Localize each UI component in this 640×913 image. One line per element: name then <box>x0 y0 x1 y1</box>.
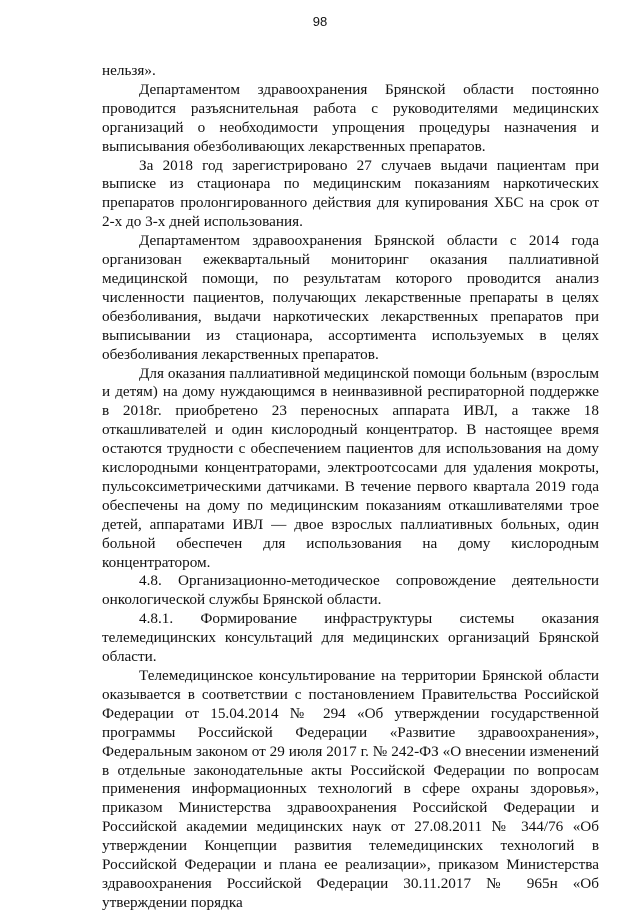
paragraph-equipment: Для оказания паллиативной медицинской помощи больным (взрослым и детям) на дому нуждающимся в неинвазивной респираторной поддержке в 2018г. приобретено 23 переносных аппарата ИВЛ, а также 18 откашливателей и один кислородный концентратор. В настоящее время остаются трудности с обеспечением пациентов для использования на дому кислородными концентраторами, электроотсосами для удаления мокроты, пульсоксиметрическими датчиками. В течение первого квартала 2019 года обеспечены на дому по медицинским показаниям откашливателями трое детей, аппаратами ИВЛ — двое взрослых паллиативных больных, один больной обеспечен для использования на дому кислородным концентратором. <box>102 364 599 571</box>
paragraph-2018-cases: За 2018 год зарегистрировано 27 случаев выдачи пациентам при выписке из стационара по медицинским показаниям наркотических препаратов пролонгированного действия для купирования ХБС на срок от 2-х до 3-х дней использования. <box>102 156 599 231</box>
section-heading-4-8-1: 4.8.1. Формирование инфраструктуры системы оказания телемедицинских консультаций для медицинских организаций Брянской области. <box>102 610 599 666</box>
paragraph-telemedicine: Телемедицинское консультирование на территории Брянской области оказывается в соответствии с постановлением Правительства Российской Федерации от 15.04.2014 № 294 «Об утверждении государственной программы Российской Федерации «Развитие здравоохранения», Федеральным законом от 29 июля 2017 г. № 242-ФЗ «О внесении изменений в отдельные законодательные акты Российской Федерации по вопросам применения информационных технологий в сфере охраны здоровья», приказом Министерства здравоохранения Российской Федерации и Российской академии медицинских наук от 27.08.2011 № 344/76 «Об утверждении Концепции развития телемедицинских технологий в Российской Федерации и плана ее реализации», приказом Министерства здравоохранения Российской Федерации 30.11.2017 № 965н «Об утверждении порядка <box>102 667 599 911</box>
page-number: 98 <box>312 14 328 29</box>
paragraph-monitoring: Департаментом здравоохранения Брянской области с 2014 года организован ежеквартальный мониторинг оказания паллиативной медицинской помощи, по результатам которого проводится анализ численности пациентов, получающих лекарственные препараты в целях обезболивания, выдачи наркотических лекарственных препаратов при выписывании из стационара, ассортимента используемых в целях обезболивания лекарственных препаратов. <box>102 232 599 363</box>
paragraph-continuation: нельзя». <box>102 62 156 79</box>
paragraph-explanatory-work: Департаментом здравоохранения Брянской области постоянно проводится разъяснительная работа с руководителями медицинских организаций о необходимости упрощения процедуры назначения и выписывания обезболивающих лекарственных препаратов. <box>102 80 599 155</box>
section-heading-4-8: 4.8. Организационно-методическое сопровождение деятельности онкологической службы Брянской области. <box>102 572 599 609</box>
body-text <box>102 62 599 913</box>
